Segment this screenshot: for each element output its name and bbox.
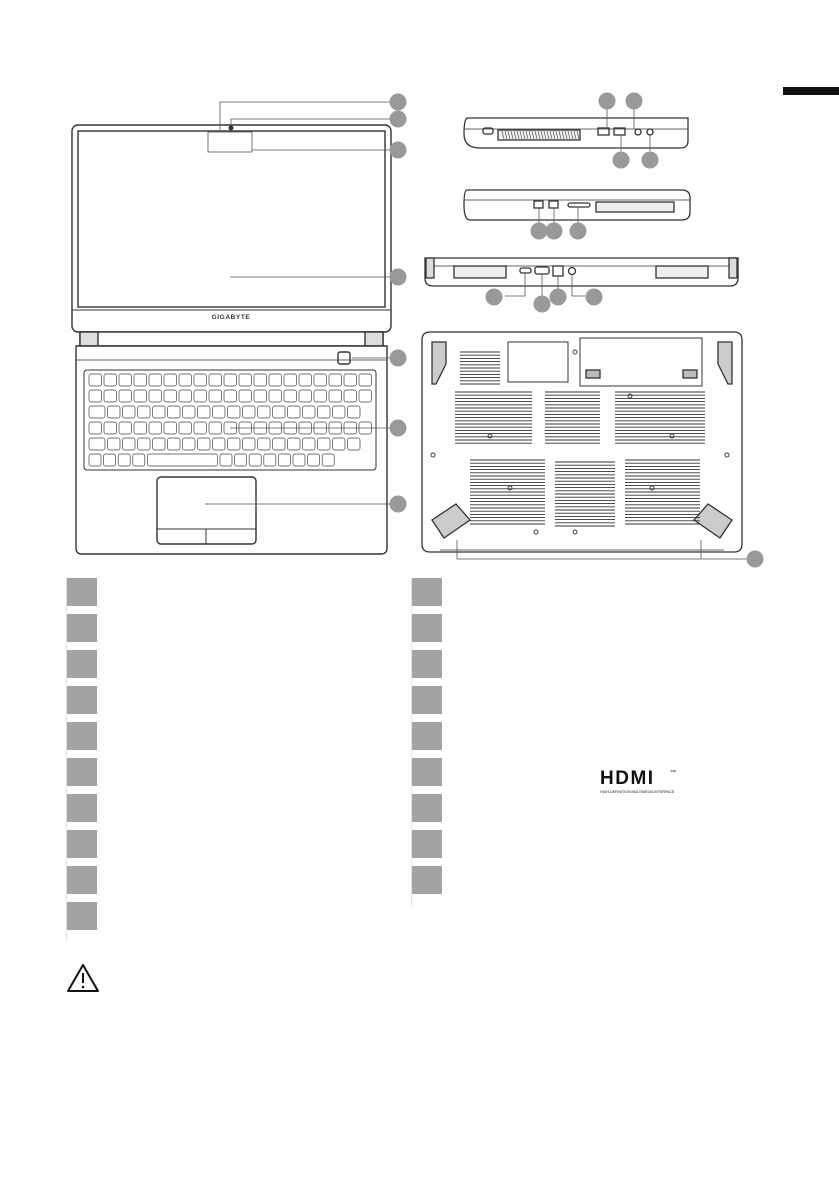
key xyxy=(123,438,135,450)
key xyxy=(220,454,232,466)
key xyxy=(329,390,341,402)
legend-number-box xyxy=(412,650,442,678)
callout-dot xyxy=(390,420,407,437)
legend-number-box xyxy=(412,866,442,894)
callout-dot xyxy=(586,289,603,306)
legend-number-box xyxy=(412,722,442,750)
key xyxy=(299,390,311,402)
legend-number-box xyxy=(67,578,97,606)
laptop-open-view xyxy=(72,125,391,554)
key xyxy=(104,454,116,466)
key xyxy=(198,438,210,450)
key xyxy=(168,406,180,418)
svg-text:HIGH-DEFINITION MULTIMEDIA INT: HIGH-DEFINITION MULTIMEDIA INTERFACE xyxy=(600,790,675,794)
key xyxy=(344,374,356,386)
key xyxy=(224,390,236,402)
key xyxy=(348,438,360,450)
callout-dot xyxy=(613,152,630,169)
key xyxy=(194,422,206,434)
key xyxy=(104,422,116,434)
callout-dot xyxy=(570,223,587,240)
key xyxy=(249,454,261,466)
key xyxy=(314,390,326,402)
callout-dot xyxy=(531,223,548,240)
key xyxy=(243,438,255,450)
legend-number-box xyxy=(412,758,442,786)
key xyxy=(299,374,311,386)
key xyxy=(213,406,225,418)
legend-number-box xyxy=(67,866,97,894)
legend-row xyxy=(67,578,107,606)
key xyxy=(198,406,210,418)
key xyxy=(104,390,116,402)
key xyxy=(243,406,255,418)
key xyxy=(293,454,305,466)
legend-number-box xyxy=(412,686,442,714)
key xyxy=(133,454,145,466)
legend-number-box xyxy=(67,794,97,822)
key xyxy=(153,438,165,450)
callout-dot xyxy=(390,269,407,286)
legend-row xyxy=(67,614,107,642)
key xyxy=(273,406,285,418)
key xyxy=(278,454,290,466)
key xyxy=(254,374,266,386)
key xyxy=(303,438,315,450)
legend-number-box xyxy=(67,614,97,642)
legend-number-box xyxy=(412,578,442,606)
key xyxy=(344,390,356,402)
key xyxy=(149,374,161,386)
key xyxy=(318,406,330,418)
legend-number-box xyxy=(67,686,97,714)
key xyxy=(239,374,251,386)
key xyxy=(119,374,131,386)
key xyxy=(89,374,101,386)
legend-number-box xyxy=(412,830,442,858)
key xyxy=(147,454,217,466)
legend-row xyxy=(67,830,107,858)
key xyxy=(314,374,326,386)
callout-dot xyxy=(390,94,407,111)
legend-row xyxy=(67,758,107,786)
key xyxy=(108,438,120,450)
callout-dot xyxy=(546,223,563,240)
key xyxy=(288,438,300,450)
key xyxy=(284,390,296,402)
legend-row xyxy=(412,866,452,894)
callout-dot xyxy=(599,93,616,110)
key xyxy=(164,390,176,402)
legend-row xyxy=(67,866,107,894)
key xyxy=(138,438,150,450)
key xyxy=(134,390,146,402)
legend-row xyxy=(67,686,107,714)
key xyxy=(194,374,206,386)
key xyxy=(288,406,300,418)
callout-dot xyxy=(486,289,503,306)
key xyxy=(269,390,281,402)
key xyxy=(89,406,105,418)
legend-row xyxy=(67,902,107,930)
key xyxy=(318,438,330,450)
key xyxy=(138,406,150,418)
key xyxy=(104,374,116,386)
legend-number-box xyxy=(67,830,97,858)
key xyxy=(89,422,101,434)
legend-row xyxy=(67,722,107,750)
legend-number-box xyxy=(67,722,97,750)
key xyxy=(89,390,101,402)
key xyxy=(168,438,180,450)
legend-row xyxy=(412,686,452,714)
callout-dot xyxy=(534,296,551,313)
legend-row xyxy=(412,722,452,750)
key xyxy=(228,406,240,418)
key xyxy=(179,390,191,402)
key xyxy=(359,390,371,402)
callout-dot xyxy=(390,496,407,513)
key xyxy=(258,438,270,450)
key xyxy=(149,422,161,434)
legend-number-box xyxy=(67,758,97,786)
key xyxy=(333,438,345,450)
key xyxy=(89,454,101,466)
key xyxy=(209,374,221,386)
key xyxy=(149,390,161,402)
key xyxy=(322,454,334,466)
key xyxy=(118,454,130,466)
key xyxy=(183,406,195,418)
legend-row xyxy=(67,650,107,678)
callout-dot xyxy=(747,551,764,568)
key xyxy=(239,390,251,402)
callout-dot xyxy=(390,142,407,159)
key xyxy=(359,374,371,386)
key xyxy=(348,406,360,418)
key xyxy=(123,406,135,418)
key xyxy=(134,422,146,434)
key xyxy=(164,374,176,386)
legend-row xyxy=(412,830,452,858)
key xyxy=(108,406,120,418)
key xyxy=(329,374,341,386)
callout-dot xyxy=(626,93,643,110)
key xyxy=(258,406,270,418)
key xyxy=(269,374,281,386)
key xyxy=(119,390,131,402)
key xyxy=(308,454,320,466)
laptop-diagram xyxy=(0,0,839,570)
key xyxy=(153,406,165,418)
svg-text:™: ™ xyxy=(670,770,676,776)
key xyxy=(213,438,225,450)
hdmi-logo xyxy=(598,766,682,802)
side-view-right xyxy=(464,190,690,220)
legend-row xyxy=(412,578,452,606)
key xyxy=(134,374,146,386)
legend-row xyxy=(412,794,452,822)
webcam-icon xyxy=(229,126,234,131)
svg-text:HDMI: HDMI xyxy=(600,768,655,789)
key xyxy=(235,454,247,466)
legend-row xyxy=(412,758,452,786)
warning-triangle-icon xyxy=(66,963,100,993)
callout-dot xyxy=(390,111,407,128)
legend-row xyxy=(412,650,452,678)
side-view-left xyxy=(464,118,688,148)
legend-left-column xyxy=(66,578,107,942)
key xyxy=(224,374,236,386)
key xyxy=(228,438,240,450)
key xyxy=(194,390,206,402)
legend-number-box xyxy=(412,794,442,822)
legend-row xyxy=(412,614,452,642)
legend-row xyxy=(67,794,107,822)
bezel-logo: GIGABYTE xyxy=(211,314,251,321)
key xyxy=(89,438,105,450)
key xyxy=(284,374,296,386)
key xyxy=(119,422,131,434)
legend-number-box xyxy=(412,614,442,642)
key xyxy=(209,390,221,402)
callout-dot xyxy=(390,350,407,367)
callout-dot xyxy=(642,152,659,169)
key xyxy=(303,406,315,418)
callout-dot xyxy=(550,289,567,306)
key xyxy=(164,422,176,434)
rear-view xyxy=(425,258,738,286)
key xyxy=(179,374,191,386)
legend-right-column xyxy=(411,578,452,906)
key xyxy=(183,438,195,450)
key xyxy=(254,390,266,402)
key xyxy=(179,422,191,434)
key xyxy=(209,422,221,434)
key xyxy=(273,438,285,450)
legend-number-box xyxy=(67,902,97,930)
legend-number-box xyxy=(67,650,97,678)
key xyxy=(264,454,276,466)
key xyxy=(333,406,345,418)
